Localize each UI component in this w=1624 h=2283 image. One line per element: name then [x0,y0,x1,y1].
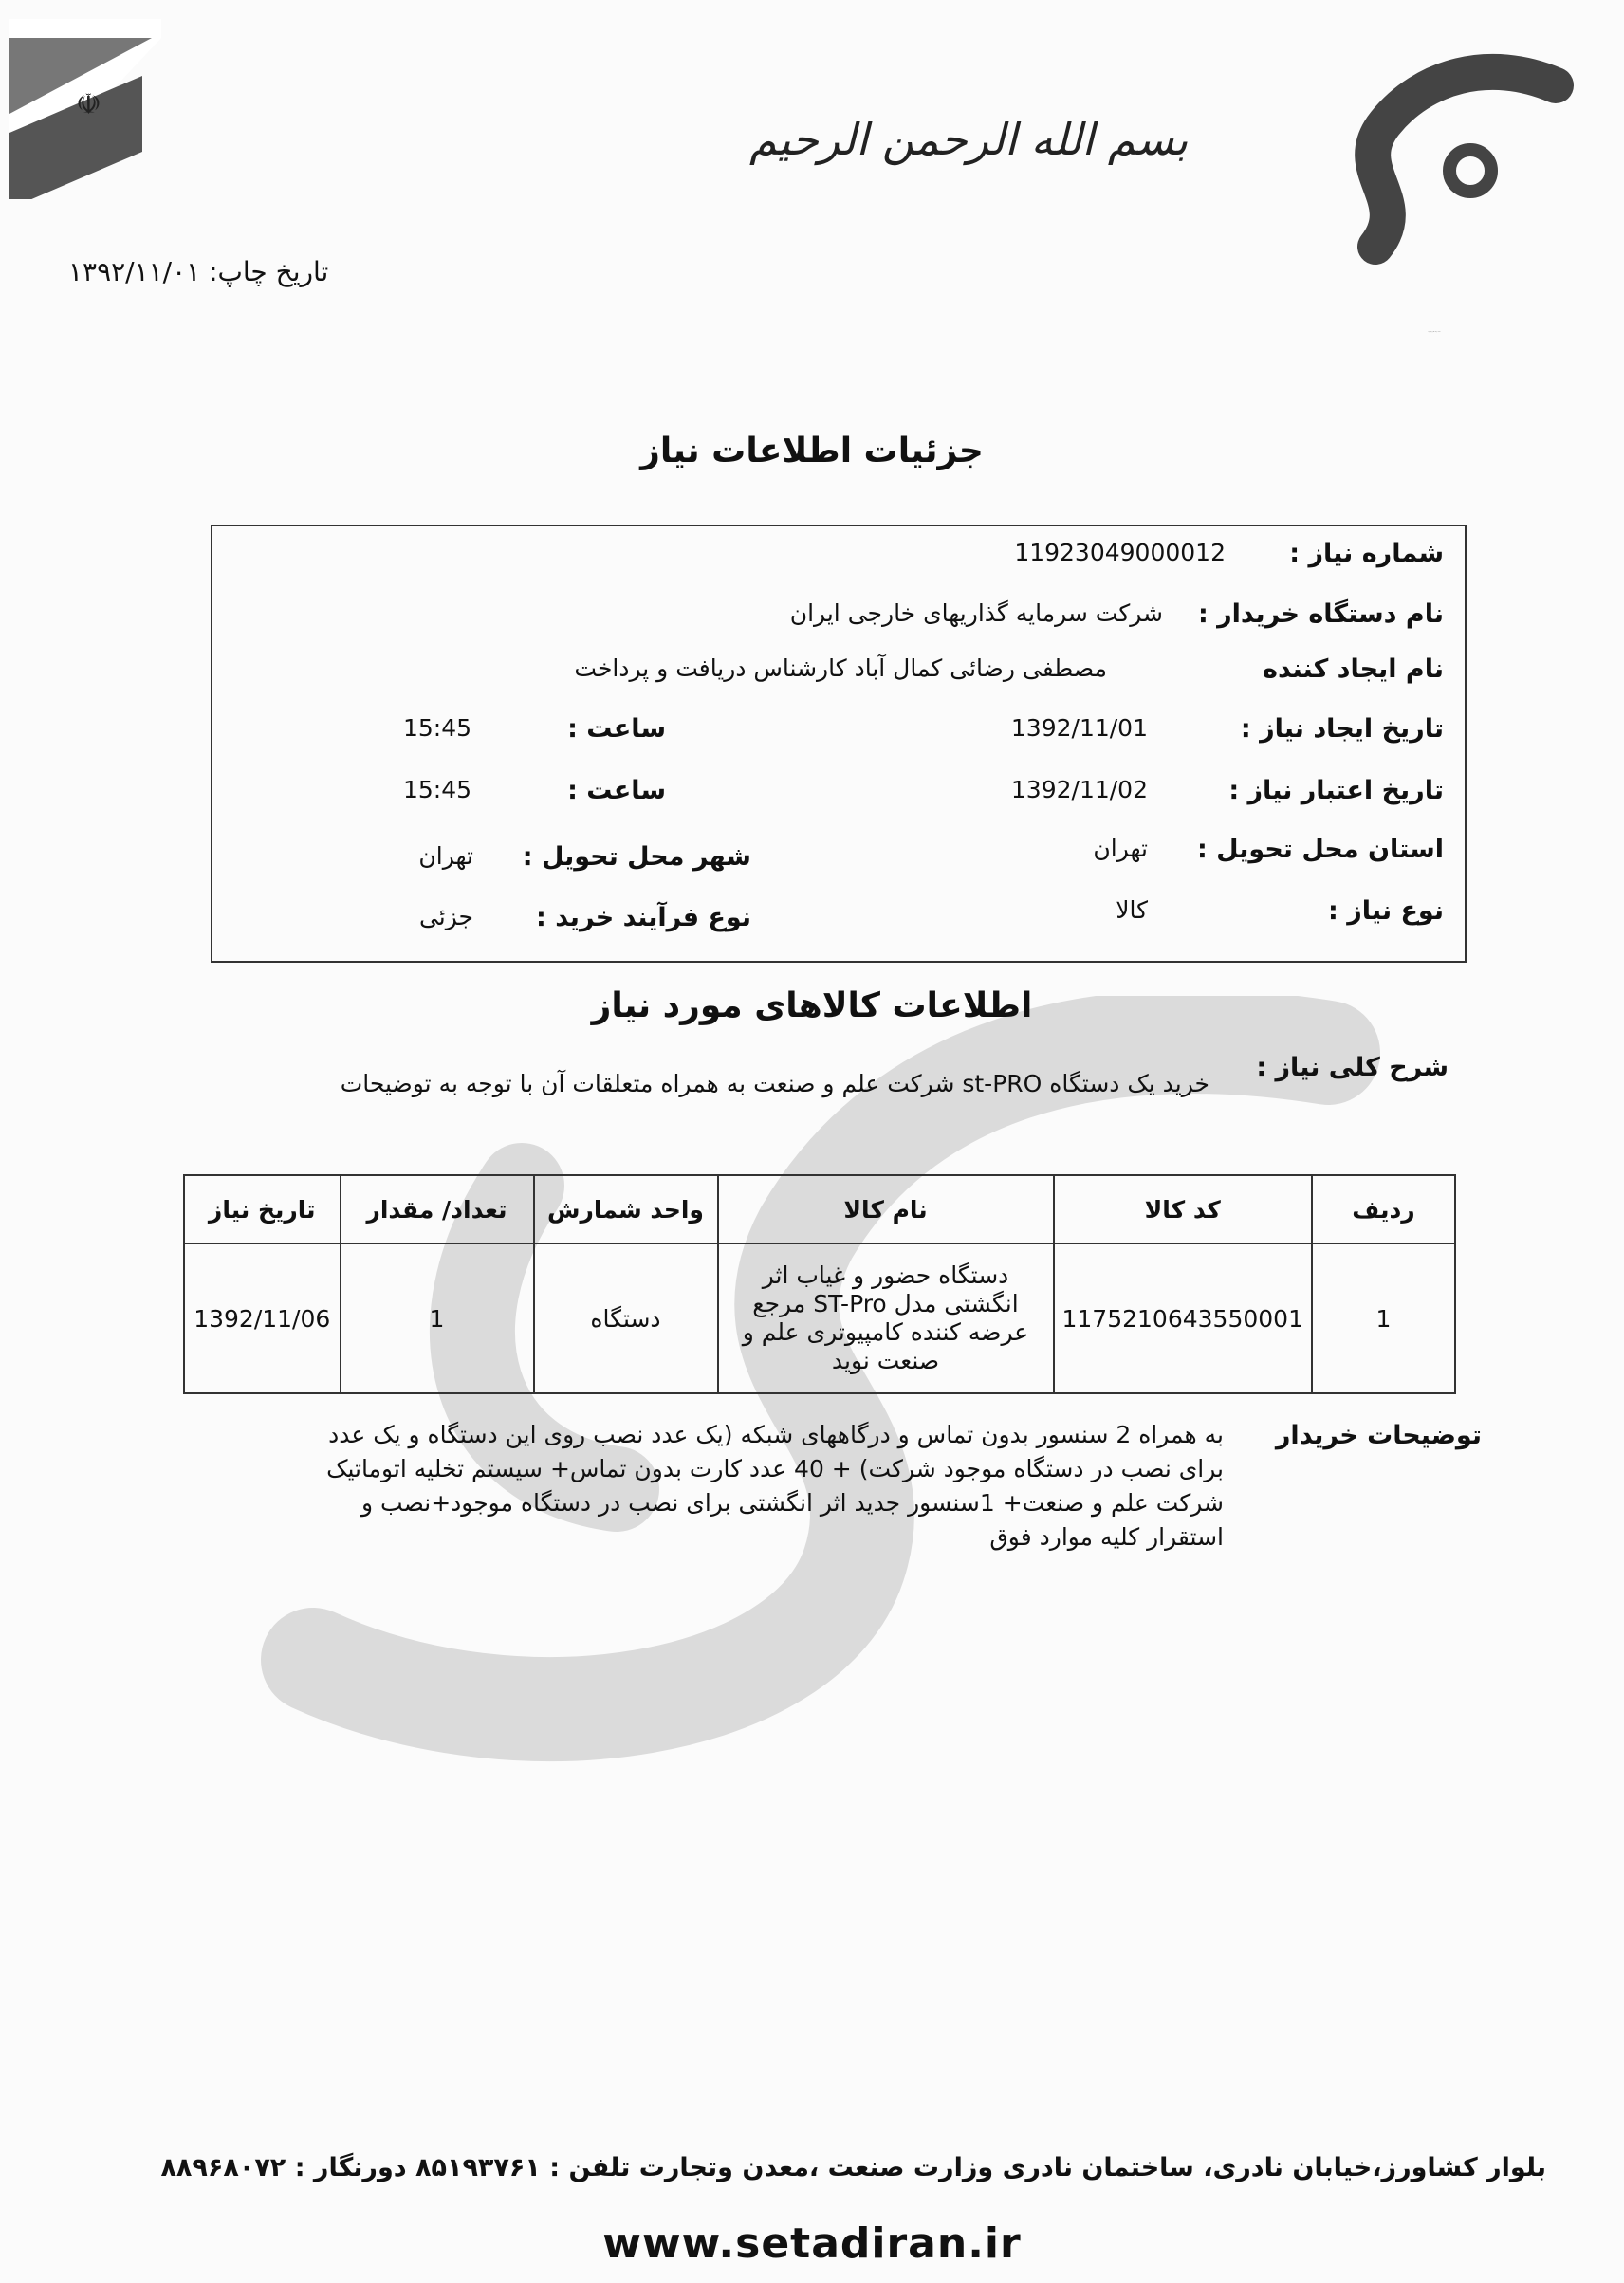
created-date-label: تاریخ ایجاد نیاز : [1240,714,1444,744]
goods-table [183,1174,1456,1394]
buyer-notes-label: توضیحات خریدار [1275,1421,1482,1450]
cell-date: 1392/11/06 [184,1243,341,1393]
buyer-label: نام دستگاه خریدار : [1197,599,1444,629]
goods-title: اطلاعات کالاهای مورد نیاز [591,986,1033,1025]
process-label: نوع فرآیند خرید : [536,903,751,932]
province: تهران [1093,835,1148,862]
table-row [184,1243,1455,1393]
valid-date-label: تاریخ اعتبار نیاز : [1228,776,1444,805]
summary-label: شرح کلی نیاز : [1256,1053,1449,1082]
basmala: بسم الله الرحمن الرحیم [749,114,1189,165]
creator-label: نام ایجاد کننده [1263,654,1444,684]
need-number: 11923049000012 [1014,539,1226,566]
valid-date: 1392/11/02 [1010,776,1148,803]
need-type: کالا [1116,896,1148,924]
table-header-row [184,1175,1455,1243]
city: تهران [418,842,473,870]
col-header-code: کد کالا [1054,1175,1313,1243]
col-header-date: تاریخ نیاز [184,1175,341,1243]
setad-logo [1271,47,1584,351]
summary: خرید یک دستگاه st-PRO شرکت علم و صنعت به همراه متعلقات آن با توجه به توضیحات [340,1070,1209,1097]
cell-code: 1175210643550001 [1054,1243,1313,1393]
print-date-value: ۱۳۹۲/۱۱/۰۱ [68,256,201,287]
created-time-label: ساعت : [567,714,666,744]
print-date-label: تاریخ چاپ: [209,256,329,287]
need-type-label: نوع نیاز : [1328,896,1444,926]
cell-row-number: 1 [1312,1243,1455,1393]
col-header-unit: واحد شمارش [534,1175,718,1243]
print-date [68,256,328,287]
process: جزئی [418,903,473,930]
buyer-notes: به همراه 2 سنسور بدون تماس و درگاههای شبکه (یک عدد نصب روی این دستگاه و یک عدد برای نصب در دستگاه موجود شرکت) + 40 عدد کارت بدون تماس+ سیستم تخلیه اتوماتیک شرکت علم و صنعت+ 1سنسور جدید اثر انگشتی برای نصب در دستگاه موجود+نصب و استقرار کلیه موارد فوق [326,1421,1224,1551]
info-box [211,525,1467,963]
iran-flag-icon [9,19,161,199]
province-label: استان محل تحویل : [1196,835,1444,864]
page-title: جزئیات اطلاعات نیاز [640,432,984,470]
col-header-name: نام کالا [718,1175,1054,1243]
valid-time: 15:45 [402,776,471,803]
valid-time-label: ساعت : [567,776,666,805]
footer-url[interactable]: www.setadiran.ir [602,2219,1022,2268]
logo-text: سامانه تدارکات الکترونیکی دولت [1428,332,1441,333]
created-time: 15:45 [402,714,471,742]
created-date: 1392/11/01 [1010,714,1148,742]
cell-name: دستگاه حضور و غیاب اثر انگشتی مدل ST-Pro مرجع عرضه کننده کامپیوتری علم و صنعت نوید [718,1243,1054,1393]
col-header-row-number: ردیف [1312,1175,1455,1243]
svg-text:☫: ☫ [76,88,102,121]
col-header-qty: تعداد/ مقدار [341,1175,534,1243]
buyer: شرکت سرمایه گذاریهای خارجی ایران [789,599,1163,627]
cell-unit: دستگاه [534,1243,718,1393]
footer-address: بلوار کشاورز،خیابان نادری، ساختمان نادری وزارت صنعت ،معدن وتجارت تلفن : ۸۵۱۹۳۷۶۱ دورنگار : ۸۸۹۶۸۰۷۲ [160,2153,1546,2182]
cell-qty: 1 [341,1243,534,1393]
city-label: شهر محل تحویل : [522,842,751,872]
need-number-label: شماره نیاز : [1289,539,1444,568]
creator: مصطفی رضائی کمال آباد کارشناس دریافت و پرداخت [574,654,1107,682]
